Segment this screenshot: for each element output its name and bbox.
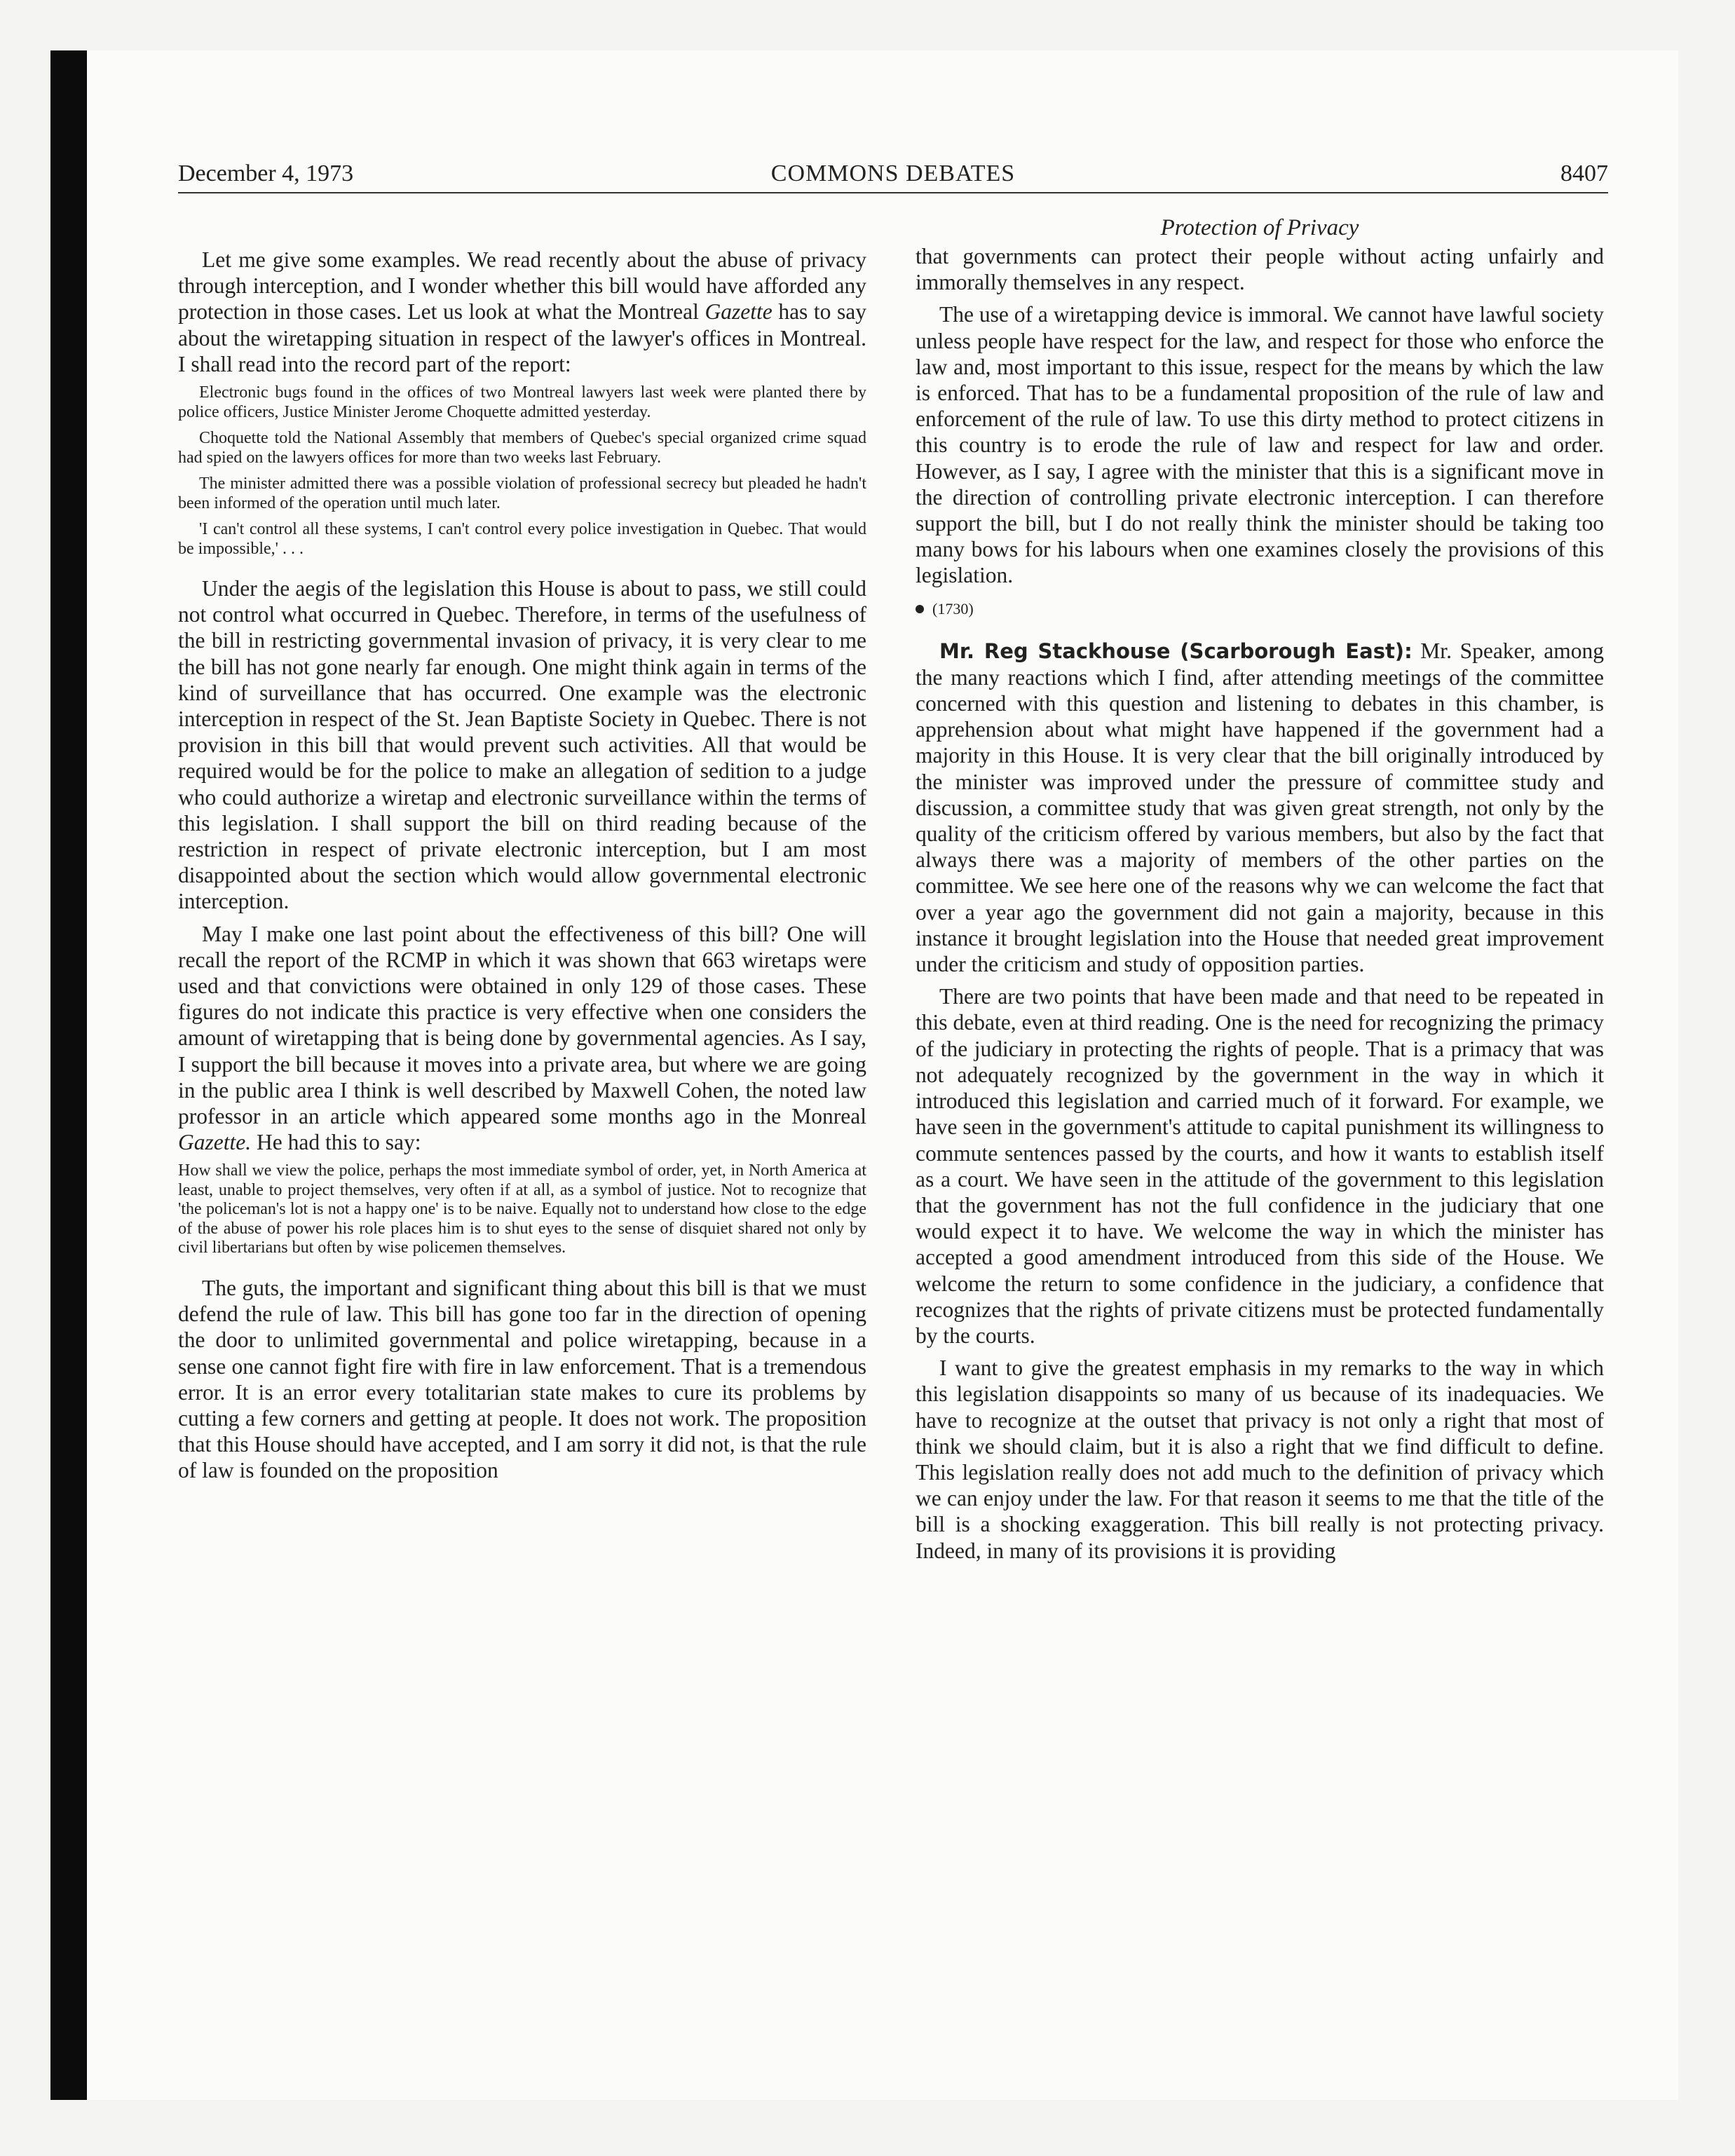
- quotation-block-1: [178, 383, 866, 559]
- right-paragraph-1: that governments can protect their people without acting unfairly and immorally themselves in any respect.: [916, 244, 1604, 295]
- left-paragraph-3: [178, 921, 866, 1156]
- header-rule: [178, 192, 1608, 193]
- scan-black-edge: [50, 50, 87, 2100]
- text-run: Let me give some examples. We read recently about the abuse of privacy through interception, and I wonder whether this bill would have afforded any protection in those cases. Let us look at what the Montreal: [178, 247, 866, 325]
- time-stamp: (1730): [932, 599, 974, 618]
- right-paragraph-4: There are two points that have been made and that need to be repeated in this debate, even at third reading. One is the need for recognizing the primacy of the judiciary in protecting the rights of people. That is a primacy that was not adequately recognized by the government in the way in which it introduced this legislation and carried much of it forward. For example, we have seen in the government's attitude to capital punishment its willingness to commute sentences passed by the courts, and how it wants to establish itself as a court. We have seen in the attitude of the government to this legislation that the government has not the full confidence in the judiciary that one would expect it to have. We welcome the way in which the minister has accepted a good amendment introduced from this side of the House. We welcome the return to some confidence in the judiciary, a confidence that recognizes that the rights of private citizens must be protected fundamentally by the courts.: [916, 984, 1604, 1348]
- quotation-block-2: [178, 1161, 866, 1258]
- text-run: Mr. Speaker, among the many reactions which I find, after attending meetings of the committee concerned with this question and listening to debates in this chamber, is apprehension about what might have happened if the government had a majority in this House. It is very clear that the bill originally introduced by the minister was improved under the pressure of committee study and discussion, a committee study that was given great strength, not only by the quality of the criticism offered by various members, but also by the fact that always there was a majority of members of the other parties on the committee. We see here one of the reasons why we can welcome the fact that over a year ago the government did not gain a majority, because in this instance it brought legislation into the House that needed great improvement under the criticism and study of opposition parties.: [916, 638, 1605, 977]
- text-run: has to say about the wiretapping situation in respect of the lawyer's offices in Montreal. I shall read into the record part of the report:: [178, 299, 867, 376]
- quote-paragraph: The minister admitted there was a possible violation of professional secrecy but pleaded he hadn't been informed of the operation until much later.: [178, 475, 866, 512]
- running-title: Protection of Privacy: [1160, 215, 1359, 240]
- right-paragraph-2: The use of a wiretapping device is immoral. We cannot have lawful society unless people have respect for the law, and respect for those who enforce the law and, most important to this issue, respect for the means by which the law is enforced. That has to be a fundamental proposition of the rule of law and enforcement of the rule of law. To use this dirty method to protect citizens in this country is to erode the rule of law and respect for law and order. However, as I say, I agree with the minister that this is a significant move in the direction of controlling private electronic interception. I can therefore support the bill, but I do not really think the minister should be taking too many bows for his labours when one examines closely the provisions of this legislation.: [916, 302, 1604, 588]
- left-paragraph-2: Under the aegis of the legislation this House is about to pass, we still could not control what occurred in Quebec. Therefore, in terms of the usefulness of the bill in restricting governmental invasion of privacy, it is very clear to me the bill has not gone nearly far enough. One might think again in terms of the kind of surveillance that has occurred. One example was the electronic interception in respect of the St. Jean Baptiste Society in Quebec. There is not provision in this bill that would prevent such activities. All that would be required would be for the police to make an allegation of sedition to a judge who could authorize a wiretap and electronic surveillance within the terms of this legislation. I shall support the bill on third reading because of the restriction in respect of private electronic interception, but I am most disappointed about the section which would allow governmental electronic interception.: [178, 576, 866, 914]
- left-paragraph-4: The guts, the important and significant thing about this bill is that we must defend the rule of law. This bill has gone too far in the direction of opening the door to unlimited governmental and police wiretapping, because in a sense one cannot fight fire with fire in law enforcement. That is a tremendous error. It is an error every totalitarian state makes to cure its problems by cutting a few corners and getting at people. It does not work. The proposition that this House should have accepted, and I am sorry it did not, is that the rule of law is founded on the proposition: [178, 1275, 866, 1483]
- left-column: [178, 247, 866, 1490]
- quote-paragraph: How shall we view the police, perhaps the most immediate symbol of order, yet, in North America at least, unable to project themselves, very often if at all, as a symbol of justice. Not to recognize that 'the policeman's lot is not a happy one' is to be naive. Equally not to understand how close to the edge of the abuse of power his role places him is to shut eyes to the sense of disquiet shared not only by civil libertarians but often by wise policemen themselves.: [178, 1161, 866, 1257]
- right-paragraph-3: [916, 638, 1604, 978]
- bullet-icon: [916, 605, 924, 613]
- right-paragraph-5: I want to give the greatest emphasis in my remarks to the way in which this legislation disappoints so many of us because of its inadequacies. We have to recognize at the outset that privacy is not only a right that most of think we should claim, but it is also a right that we find difficult to define. This legislation really does not add much to the definition of privacy which we can enjoy under the law. For that reason it seems to me that the title of the bill is a shocking exaggeration. This bill really is not protecting privacy. Indeed, in many of its provisions it is providing: [916, 1356, 1604, 1563]
- quote-paragraph: Choquette told the National Assembly that members of Quebec's special organized crime squad had spied on the lawyers offices for more than two weeks last February.: [178, 429, 866, 467]
- left-paragraph-1: [178, 247, 866, 377]
- header-publication: COMMONS DEBATES: [770, 161, 1016, 186]
- speaker-name: Mr. Reg Stackhouse (Scarborough East):: [939, 639, 1413, 663]
- running-header: [178, 160, 1608, 193]
- text-run: He had this to say:: [251, 1130, 421, 1155]
- quote-paragraph: Electronic bugs found in the offices of two Montreal lawyers last week were planted there by police officers, Justice Minister Jerome Choquette admitted yesterday.: [178, 383, 866, 421]
- header-date: December 4, 1973: [178, 161, 354, 186]
- quote-paragraph: 'I can't control all these systems, I can't control every police investigation in Quebec. That would be impossible,' . . .: [178, 520, 866, 558]
- text-run: May I make one last point about the effectiveness of this bill? One will recall the report of the RCMP in which it was shown that 663 wiretaps were used and that convictions were obtained in only 129 of those cases. These figures do not indicate this practice is very effective when one considers the amount of wiretapping that is being done by governmental agencies. As I say, I support the bill because it moves into a private area, but where we are going in the public area I think is well described by Maxwell Cohen, the noted law professor in an article which appeared some months ago in the Monreal: [178, 921, 866, 1129]
- newspaper-name: Gazette: [705, 299, 773, 325]
- newspaper-name: Gazette.: [178, 1130, 252, 1155]
- right-column: [916, 214, 1604, 1570]
- header-page-number: 8407: [1560, 161, 1608, 186]
- time-marker: [916, 597, 1604, 621]
